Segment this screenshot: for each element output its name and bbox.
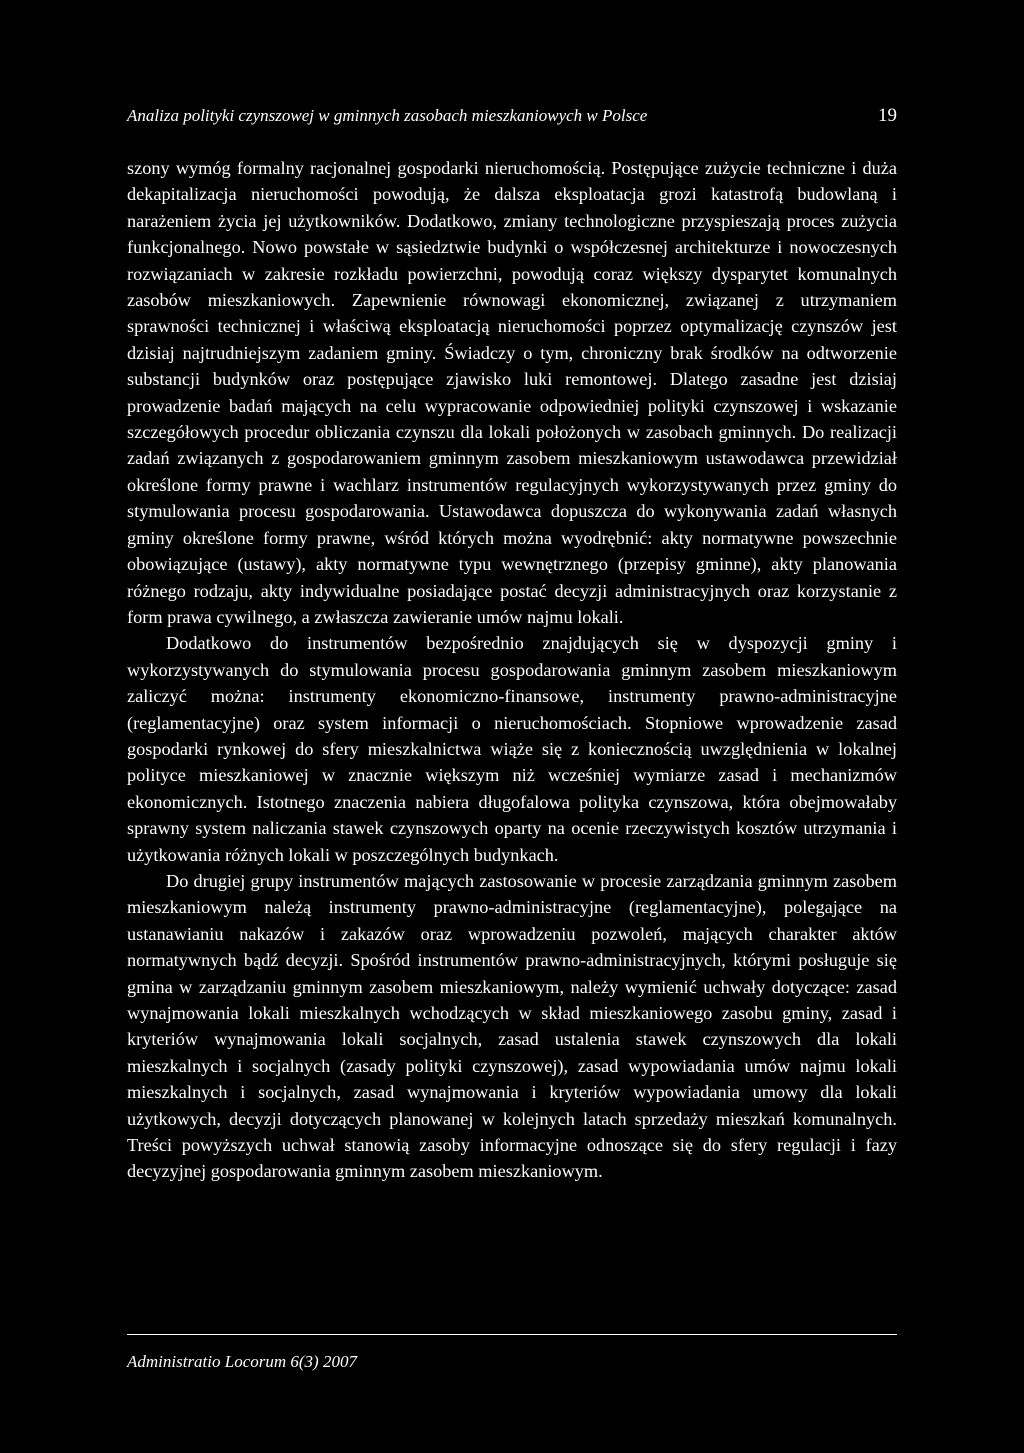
running-header-title: Analiza polityki czynszowej w gminnych zasobach mieszkaniowych w Polsce — [127, 106, 648, 125]
running-header — [127, 104, 897, 128]
footer-divider — [127, 1334, 897, 1335]
paragraph-instruments: Dodatkowo do instrumentów bezpośrednio znajdujących się w dyspozycji gminy i wykorzystywanych do stymulowania procesu gospodarowania gminnym zasobem mieszkaniowym zaliczyć można: instrumenty ekonomiczno-finansowe, instrumenty prawno-administracyjne (reglamentacyjne) oraz system informacji o nieruchomościach. Stopniowe wprowadzenie zasad gospodarki rynkowej do sfery mieszkalnictwa wiąże się z koniecznością uwzględnienia w lokalnej polityce mieszkaniowej w znacznie większym niż wcześniej wymiarze zasad i mechanizmów ekonomicznych. Istotnego znaczenia nabiera długofalowa polityka czynszowa, która obejmowałaby sprawny system naliczania stawek czynszowych oparty na ocenie rzeczywistych kosztów utrzymania i użytkowania różnych lokali w poszczególnych budynkach. — [127, 633, 897, 865]
running-footer: Administratio Locorum 6(3) 2007 — [127, 1352, 357, 1371]
paragraph-administrative-instruments: Do drugiej grupy instrumentów mających zastosowanie w procesie zarządzania gminnym zasobem mieszkaniowym należą instrumenty prawno-administracyjne (reglamentacyjne), polegające na ustanawianiu nakazów i zakazów oraz wprowadzeniu pozwoleń, mających charakter aktów normatywnych bądź decyzji. Spośród instrumentów prawno-administracyjnych, którymi posługuje się gmina w zarządzaniu gminnym zasobem mieszkaniowym, należy wymienić uchwały dotyczące: zasad wynajmowania lokali mieszkalnych wchodzących w skład mieszkaniowego zasobu gminy, zasad i kryteriów wynajmowania lokali socjalnych, zasad ustalenia stawek czynszowych dla lokali mieszkalnych i socjalnych (zasady polityki czynszowej), zasad wypowiadania umów najmu lokali mieszkalnych i socjalnych, zasad wynajmowania i kryteriów wypowiadania umowy dla lokali użytkowych, decyzji dotyczących planowanej w kolejnych latach sprzedaży mieszkań komunalnych. Treści powyższych uchwał stanowią zasoby informacyjne odnoszące się do sfery regulacji i fazy decyzyjnej gospodarowania gminnym zasobem mieszkaniowym. — [127, 870, 897, 1182]
page-number: 19 — [878, 105, 897, 126]
body-text — [127, 155, 897, 1185]
paragraph-continuation: szony wymóg formalny racjonalnej gospodarki nieruchomością. Postępujące zużycie techniczne i duża dekapitalizacja nieruchomości powodują, że dalsza eksploatacja grozi katastrofą budowlaną i narażeniem życia jej użytkowników. Dodatkowo, zmiany technologiczne przyspieszają proces zużycia funkcjonalnego. Nowo powstałe w sąsiedztwie budynki o współczesnej architekturze i nowoczesnych rozwiązaniach w zakresie rozkładu powierzchni, powodują coraz większy dysparytet komunalnych zasobów mieszkaniowych. Zapewnienie równowagi ekonomicznej, związanej z utrzymaniem sprawności technicznej i właściwą eksploatacją nieruchomości poprzez optymalizację czynszów jest dzisiaj najtrudniejszym zadaniem gminy. Świadczy o tym, chroniczny brak środków na odtworzenie substancji budynków oraz postępujące zjawisko luki remontowej. Dlatego zasadne jest dzisiaj prowadzenie badań mających na celu wypracowanie odpowiedniej polityki czynszowej i wskazanie szczegółowych procedur obliczania czynszu dla lokali położonych w zasobach gminnych. Do realizacji zadań związanych z gospodarowaniem gminnym zasobem mieszkaniowym ustawodawca przewidział określone formy prawne i wachlarz instrumentów regulacyjnych wykorzystywanych przez gminy do stymulowania procesu gospodarowania. Ustawodawca dopuszcza do wykonywania zadań własnych gminy określone formy prawne, wśród których można wyodrębnić: akty normatywne powszechnie obowiązujące (ustawy), akty normatywne typu wewnętrznego (przepisy gminne), akty planowania różnego rodzaju, akty indywidualne posiadające postać decyzji administracyjnych oraz korzystanie z form prawa cywilnego, a zwłaszcza zawieranie umów najmu lokali. — [127, 158, 897, 627]
